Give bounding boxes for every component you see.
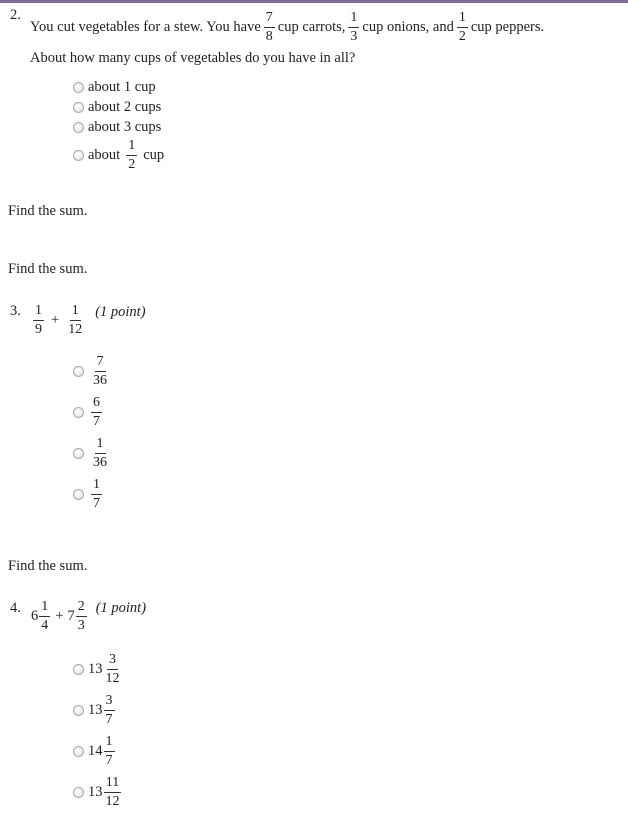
top-border: [0, 0, 628, 3]
radio-button[interactable]: [73, 82, 84, 93]
addend-2: $\frac{1}{12}$: [68, 303, 83, 337]
instruction-find-sum-2: Find the sum.: [8, 261, 88, 277]
radio-button[interactable]: [73, 366, 84, 377]
option-label: about 2 cups: [88, 99, 162, 115]
q3-option-1[interactable]: [73, 355, 112, 388]
radio-button[interactable]: [73, 407, 84, 418]
option-fraction: $\frac{1}{7}$: [93, 477, 100, 511]
option-mixed-number: 13 $\frac{3}{7}$: [88, 693, 113, 727]
radio-button[interactable]: [73, 705, 84, 716]
radio-button[interactable]: [73, 448, 84, 459]
question-4-expression: [31, 600, 146, 633]
q2-option-1[interactable]: [73, 79, 156, 96]
option-label: about 1 cup: [88, 79, 156, 95]
mixed-number-1: 6 $\frac{1}{4}$: [31, 599, 49, 633]
option-label: about 3 cups: [88, 119, 162, 135]
q2-text-1: You cut vegetables for a stew. You have: [30, 19, 261, 35]
option-mixed-number: 13 $\frac{3}{12}$: [88, 652, 120, 686]
question-2-prompt-line2: About how many cups of vegetables do you have in all?: [30, 50, 356, 66]
q4-option-1[interactable]: [73, 653, 123, 686]
fraction-peppers: $\frac{1}{2}$: [458, 10, 466, 44]
q2-option-3[interactable]: [73, 119, 161, 136]
q2-option-2[interactable]: [73, 99, 161, 116]
radio-button[interactable]: [73, 489, 84, 500]
radio-button[interactable]: [73, 122, 84, 133]
option-mixed-number: 14 $\frac{1}{7}$: [88, 734, 113, 768]
fraction-onions: $\frac{1}{3}$: [350, 10, 358, 44]
addend-1: $\frac{1}{9}$: [35, 303, 42, 337]
q2-option-4[interactable]: [73, 139, 164, 172]
q4-option-3[interactable]: [73, 735, 116, 768]
q2-text-3: cup onions, and: [362, 19, 454, 35]
option-fraction: $\frac{7}{36}$: [93, 354, 107, 388]
q2-text-4: cup peppers.: [470, 19, 545, 35]
radio-button[interactable]: [73, 102, 84, 113]
q4-option-4[interactable]: [73, 776, 123, 809]
q4-option-2[interactable]: [73, 694, 116, 727]
option-label-suffix: cup: [143, 147, 165, 163]
instruction-find-sum-3: Find the sum.: [8, 558, 88, 574]
radio-button[interactable]: [73, 787, 84, 798]
option-fraction: $\frac{1}{2}$: [128, 138, 136, 172]
points-label: (1 point): [95, 600, 147, 616]
radio-button[interactable]: [73, 664, 84, 675]
question-2-prompt-line1: [30, 11, 544, 44]
option-fraction: $\frac{1}{36}$: [93, 436, 107, 470]
option-mixed-number: 13 $\frac{11}{12}$: [88, 775, 120, 809]
mixed-number-2: 7 $\frac{2}{3}$: [67, 599, 85, 633]
radio-button[interactable]: [73, 150, 84, 161]
q2-text-2: cup carrots,: [277, 19, 346, 35]
instruction-find-sum-1: Find the sum.: [8, 203, 88, 219]
points-label: (1 point): [95, 304, 146, 320]
q3-option-3[interactable]: [73, 437, 112, 470]
question-4-number: 4.: [10, 600, 21, 616]
option-fraction: $\frac{6}{7}$: [93, 395, 100, 429]
plus-sign: +: [55, 608, 64, 624]
question-2-number: 2.: [10, 7, 21, 23]
option-label-prefix: about: [88, 147, 121, 163]
plus-sign: +: [51, 312, 60, 328]
fraction-carrots: $\frac{7}{8}$: [265, 10, 273, 44]
question-3-number: 3.: [10, 303, 21, 319]
q3-option-2[interactable]: [73, 396, 105, 429]
radio-button[interactable]: [73, 746, 84, 757]
q3-option-4[interactable]: [73, 478, 105, 511]
question-3-expression: [30, 304, 146, 337]
